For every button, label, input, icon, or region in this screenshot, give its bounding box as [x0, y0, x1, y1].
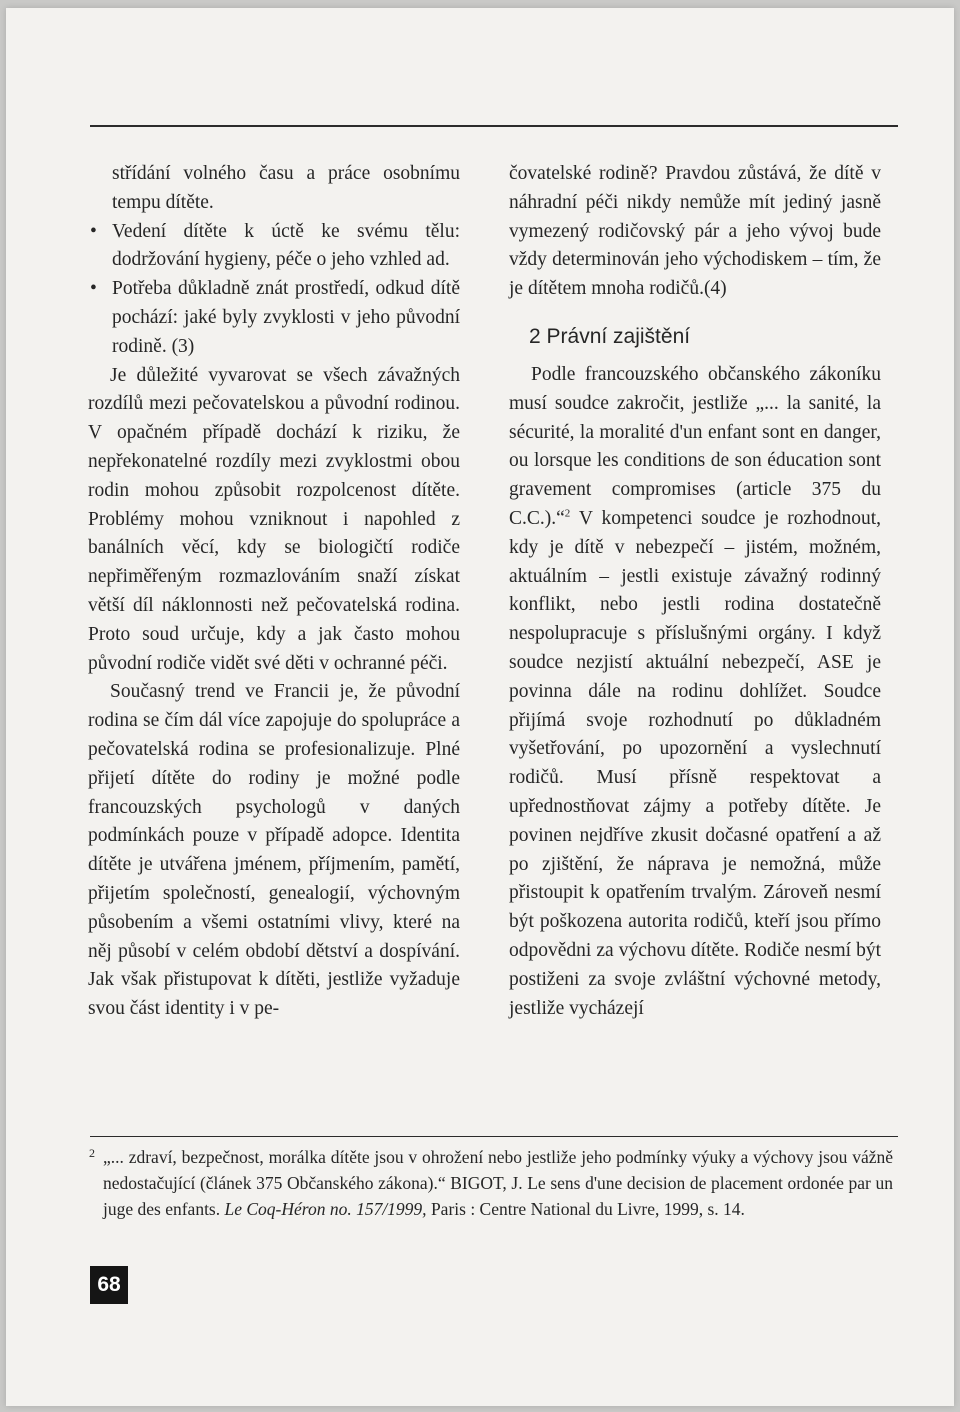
- header-rule: [90, 125, 898, 127]
- bullet-item-body-respect: • Vedení dítěte k úctě ke svému tělu: dodržování hygieny, péče o jeho vzhled ad.: [112, 218, 460, 276]
- paragraph-legal: [509, 361, 881, 1023]
- page-number: 68: [90, 1266, 128, 1304]
- paragraph-continued: čovatelské rodině? Pravdou zůstává, že dítě v náhradní péči nikdy nemůže mít jediný jasně vymezený rodičovský pár a jeho vývoj bude vždy determinován jeho východiskem – tím, že je dítětem mnoha rodičů.(4): [509, 163, 881, 300]
- footnote-mark: 2: [89, 1146, 95, 1160]
- bullet-item-family-background: • Potřeba důkladně znát prostředí, odkud dítě pochází: jaké byly zvyklosti v jeho původní rodině. (3): [112, 275, 460, 361]
- footnote-reference: 2: [564, 507, 571, 520]
- footnote-text-2: Paris : Centre National du Livre, 1999, s. 14.: [426, 1199, 745, 1219]
- footnote-rule: [90, 1136, 898, 1137]
- left-column: [88, 160, 460, 1024]
- footnote: [89, 1144, 893, 1222]
- continued-bullet-text: střídání volného času a práce osobnímu tempu dítěte.: [112, 163, 460, 213]
- paragraph-differences: Je důležité vyvarovat se všech závažných rozdílů mezi pečovatelskou a původní rodinou. V opačném případě dochází k riziku, že nepřekonatelné rozdíly mezi zvyklostmi obou rodin mohou způsobit rozpolcenost dítěte. Problémy mohou vzniknout i napohled z banálních věcí, kdy se biologičtí rodiče nepřiměřeným rozmazlováním snaží získat větší díl náklonnosti než pečovatelská rodina. Proto soud určuje, kdy a jak často mohou původní rodiče vidět své děti v ochranné péči.: [88, 364, 460, 674]
- footnote-title: Le Coq-Héron no. 157/1999,: [224, 1199, 427, 1219]
- right-column: [509, 160, 881, 1023]
- book-page: [6, 8, 954, 1406]
- footnote-text-1: „... zdraví, bezpečnost, morálka dítěte jsou v ohrožení nebo jestliže jeho podmínky výuky a výchovy jsou vážně nedostačující (článek 375 Občanského zákona).“ BIGOT, J. Le sens d'une decision de placement ordonée par un juge des enfants.: [103, 1147, 893, 1219]
- legal-text-part-1: Podle francouzského občanského zákoníku musí soudce zakročit, jestliže „... la sanité, la sécurité, la moralité d'un enfant sont en danger, ou lorsque les conditions de son éducation sont gravement compromises (article 375 du C.C.).“: [509, 363, 881, 529]
- paragraph-current-trend: Současný trend ve Francii je, že původní rodina se čím dál více zapojuje do spolupráce a pečovatelská rodina se profesionalizuje. Plné přijetí dítěte do rodiny je možné podle francouzských psychologů v daných podmínkách pouze v případě adopce. Identita dítěte je utvářena jménem, příjmením, pamětí, přijetím společností, genealogií, výchovným působením a všemi ostatními vlivy, které na něj působí v celém období dětství a dospívání. Jak však přistupovat k dítěti, jestliže vyžaduje svou část identity i v pe-: [88, 681, 460, 1020]
- section-heading: 2 Právní zajištění: [529, 324, 691, 348]
- bullet-list: [88, 218, 460, 362]
- legal-text-part-2: V kompetenci soudce je rozhodnout, kdy je dítě v nebezpečí – jistém, možném, aktuálním – jestli existuje závažný rodinný konflikt, nebo jestli rodina dostatečně nespolupracuje s příslušnými orgány. I když soudce nezjistí aktuální nebezpečí, ASE je povinna dále na rodinu dohlížet. Soudce přijímá svoje rozhodnutí po důkladném vyšetřování, po upozornění a vyslechnutí rodičů. Musí přísně respektovat a upřednostňovat zájmy a potřeby dítěte. Je povinen nejdříve zkusit dočasné opatření a až po zjištění, že náprava je nemožná, může přistoupit k opatřením trvalým. Zároveň nesmí být poškozena autorita rodičů, kteří jsou přímo odpovědni za výchovu dítěte. Rodiče nesmí být postiženi za svoje zvláštní výchovné metody, jestliže vycházejí: [509, 507, 881, 1019]
